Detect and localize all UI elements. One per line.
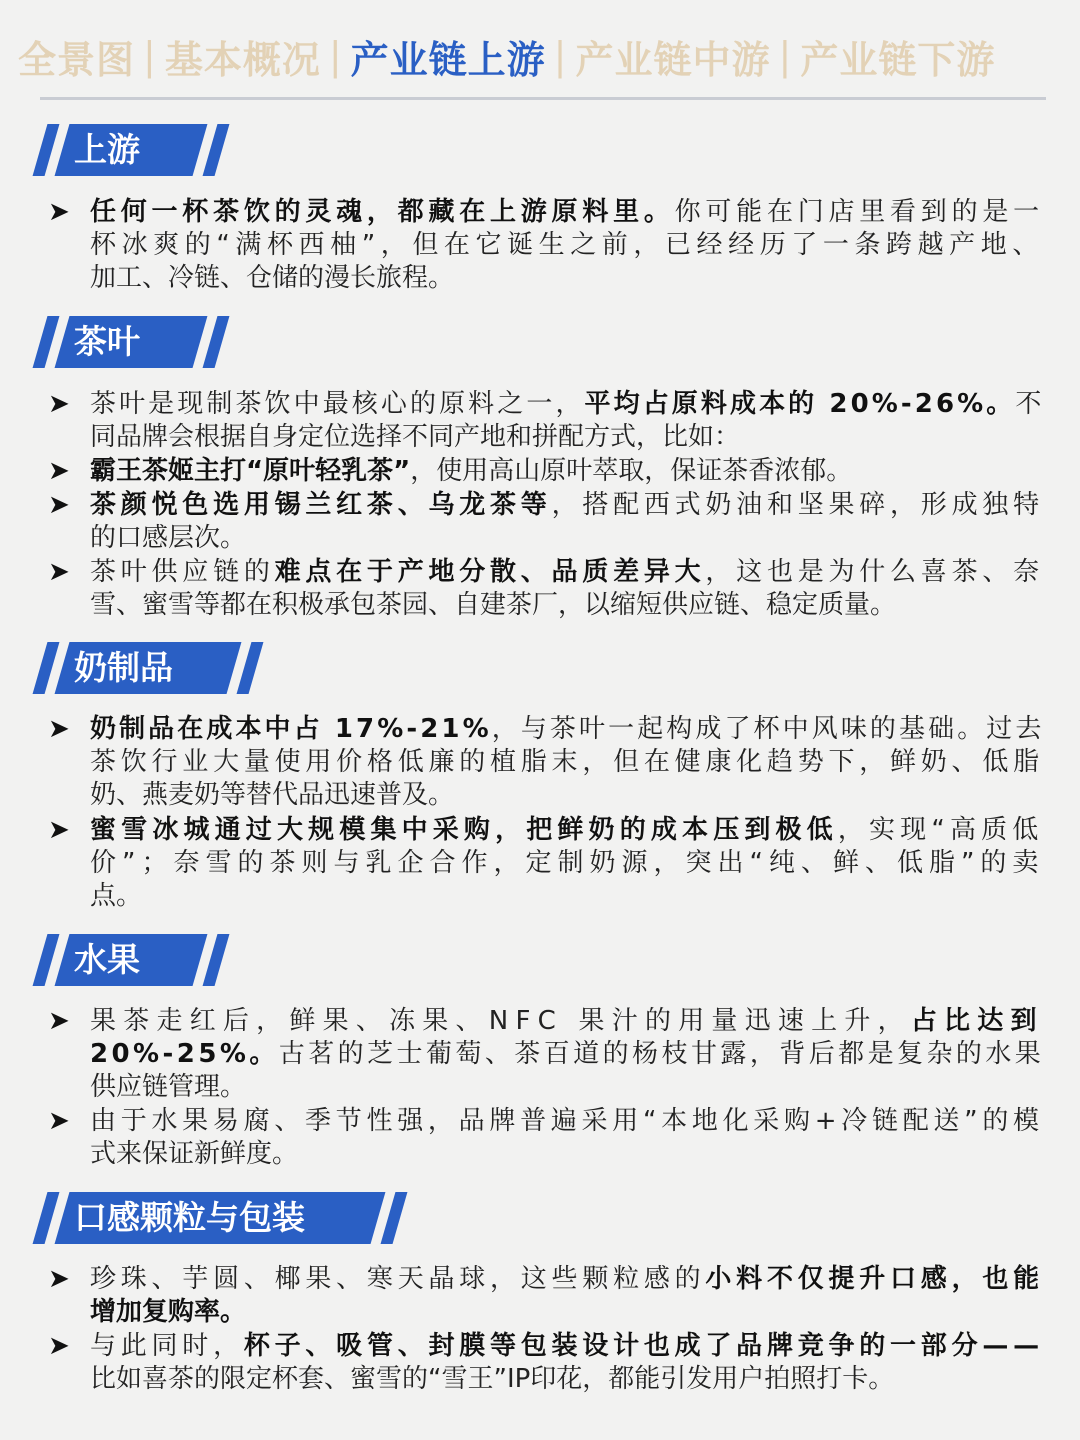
- body-text: 点。: [90, 881, 143, 911]
- body-text: 茶叶是现制茶饮中最核心的原料之一，: [90, 389, 585, 419]
- bullet-text-line: [90, 1071, 246, 1104]
- bullet-text-line: [90, 1296, 246, 1329]
- header-slash-right: [203, 124, 230, 176]
- section: [0, 124, 1080, 176]
- section-title: 奶制品: [74, 648, 173, 687]
- bullet-text-line: [90, 1138, 298, 1171]
- section-title: 口感颗粒与包装: [74, 1198, 305, 1237]
- bullet-arrow-icon: ➤: [48, 714, 70, 744]
- header-slash-right: [237, 642, 264, 694]
- body-text: 供应链管理。: [90, 1072, 247, 1102]
- emphasis-text: 增加复购率。: [90, 1297, 247, 1327]
- emphasis-text: 杯子、吸管、封膜等包装设计也成了品牌竞争的一部分——: [243, 1331, 1044, 1361]
- body-text: 雪、蜜雪等都在积极承包茶园、自建茶厂，以缩短供应链、稳定质量。: [90, 590, 897, 620]
- tab-downstream[interactable]: 产业链下游: [800, 37, 996, 82]
- bullet-arrow-icon: ➤: [48, 389, 70, 419]
- section: [0, 316, 1080, 368]
- tab-separator: |: [143, 34, 157, 78]
- tab-separator: |: [328, 34, 343, 78]
- section: [0, 642, 1080, 694]
- tab-separator: |: [778, 34, 793, 78]
- bullet-arrow-icon: ➤: [48, 1331, 70, 1361]
- body-text: 的口感层次。: [90, 523, 247, 553]
- bullet-text-line: [90, 1363, 894, 1396]
- bullet-text-line: [90, 229, 1044, 262]
- section: [0, 1192, 1080, 1244]
- emphasis-text: 平均占原料成本的 20%-26%。: [584, 389, 1016, 419]
- bullet-text-line: [90, 388, 1044, 421]
- section-title: 水果: [74, 940, 140, 979]
- section-title: 上游: [74, 130, 140, 169]
- bullet-text-line: [90, 814, 1043, 847]
- bullet-arrow-icon: ➤: [48, 1264, 70, 1294]
- emphasis-text: 茶颜悦色选用锡兰红茶、乌龙茶等: [90, 490, 552, 520]
- bullet-text-line: [90, 556, 1044, 589]
- bullet-text-line: [90, 1005, 1044, 1038]
- tab-basic-info[interactable]: 基本概况: [164, 37, 321, 82]
- bullet-text-line: [90, 421, 740, 454]
- emphasis-text: 占比达到: [910, 1006, 1044, 1036]
- bullet-text-line: [90, 880, 142, 913]
- bullet-text-line: [90, 522, 246, 555]
- section-title: 茶叶: [74, 322, 140, 361]
- tab-upstream[interactable]: 产业链上游: [350, 37, 546, 82]
- header-divider: [40, 97, 1046, 100]
- body-text: 比如喜茶的限定杯套、蜜雪的“雪王”IP印花，都能引发用户拍照打卡。: [90, 1364, 895, 1394]
- bullet-arrow-icon: ➤: [48, 1006, 70, 1036]
- header-tabs: [18, 28, 1068, 84]
- bullet-text-line: [90, 589, 896, 622]
- bullet-text-line: [90, 262, 454, 295]
- body-text: 茶叶供应链的: [90, 557, 275, 587]
- body-text: ，搭配西式奶油和坚果碎，形成独特: [551, 490, 1044, 520]
- bullet-arrow-icon: ➤: [48, 557, 70, 587]
- bullet-text-line: [90, 1105, 1044, 1138]
- bullet-arrow-icon: ➤: [48, 1106, 70, 1136]
- emphasis-text: 霸王茶姬主打“原叶轻乳茶”: [90, 456, 411, 486]
- bullet-text-line: [90, 713, 1044, 746]
- body-text: 同品牌会根据自身定位选择不同产地和拼配方式，比如：: [90, 422, 741, 452]
- bullet-text-line: [90, 1038, 1044, 1071]
- bullet-arrow-icon: ➤: [48, 456, 70, 486]
- header-slash-left: [33, 316, 60, 368]
- emphasis-text: 奶制品在成本中占 17%-21%: [90, 714, 492, 744]
- header-slash-left: [33, 642, 60, 694]
- header-slash-left: [33, 934, 60, 986]
- emphasis-text: 蜜雪冰城通过大规模集中采购，把鲜奶的成本压到极低: [90, 815, 838, 845]
- header-slash-right: [203, 316, 230, 368]
- emphasis-text: 小料不仅提升口感，也能: [705, 1264, 1044, 1294]
- tab-midstream[interactable]: 产业链中游: [575, 37, 771, 82]
- bullet-text-line: [90, 196, 1044, 229]
- emphasis-text: 20%-25%。: [90, 1039, 279, 1069]
- body-text: 与此同时，: [90, 1331, 244, 1361]
- bullet-text-line: [90, 779, 454, 812]
- emphasis-text: 难点在于产地分散、品质差异大: [274, 557, 706, 587]
- bullet-arrow-icon: ➤: [48, 197, 70, 227]
- bullet-text-line: [90, 1263, 1044, 1296]
- bullet-arrow-icon: ➤: [48, 490, 70, 520]
- body-text: 你可能在门店里看到的是一: [674, 197, 1044, 227]
- bullet-text-line: [90, 746, 1044, 779]
- bullet-text-line: [90, 455, 852, 488]
- body-text: 奶、燕麦奶等替代品迅速普及。: [90, 780, 455, 810]
- body-text: 茶饮行业大量使用价格低廉的植脂末，但在健康化趋势下，鲜奶、低脂: [90, 747, 1044, 777]
- bullet-text-line: [90, 847, 1044, 880]
- body-text: 杯冰爽的“满杯西柚”，但在它诞生之前，已经经历了一条跨越产地、: [90, 230, 1044, 260]
- body-text: 果茶走红后，鲜果、冻果、NFC 果汁的用量迅速上升，: [90, 1006, 911, 1036]
- tab-separator: |: [553, 34, 568, 78]
- body-text: 价”；奈雪的茶则与乳企合作，定制奶源，突出“纯、鲜、低脂”的卖: [90, 848, 1045, 878]
- body-text: ，实现“高质低: [837, 815, 1044, 845]
- body-text: ，这也是为什么喜茶、奈: [705, 557, 1044, 587]
- body-text: ，使用高山原叶萃取，保证茶香浓郁。: [410, 456, 853, 486]
- bullet-text-line: [90, 489, 1044, 522]
- body-text: 由于水果易腐、季节性强，品牌普遍采用“本地化采购+冷链配送”的模: [90, 1106, 1044, 1136]
- header-slash-left: [33, 124, 60, 176]
- body-text: 式来保证新鲜度。: [90, 1139, 299, 1169]
- section-header: [0, 316, 1080, 368]
- section-header: [0, 124, 1080, 176]
- body-text: 加工、冷链、仓储的漫长旅程。: [90, 263, 455, 293]
- tab-overview[interactable]: 全景图: [18, 37, 136, 82]
- header-slash-right: [203, 934, 230, 986]
- bullet-text-line: [90, 1330, 1044, 1363]
- body-text: 珍珠、芋圆、椰果、寒天晶球，这些颗粒感的: [90, 1264, 706, 1294]
- body-text: ，与茶叶一起构成了杯中风味的基础。过去: [491, 714, 1045, 744]
- header-slash-right: [381, 1192, 408, 1244]
- section-header: [0, 1192, 1080, 1244]
- section-header: [0, 642, 1080, 694]
- emphasis-text: 任何一杯茶饮的灵魂，都藏在上游原料里。: [90, 197, 675, 227]
- section: [0, 934, 1080, 986]
- body-text: 不: [1015, 389, 1045, 419]
- section-header: [0, 934, 1080, 986]
- body-text: 古茗的芝士葡萄、茶百道的杨枝甘露，背后都是复杂的水果: [278, 1039, 1045, 1069]
- header-slash-left: [33, 1192, 60, 1244]
- bullet-arrow-icon: ➤: [48, 815, 70, 845]
